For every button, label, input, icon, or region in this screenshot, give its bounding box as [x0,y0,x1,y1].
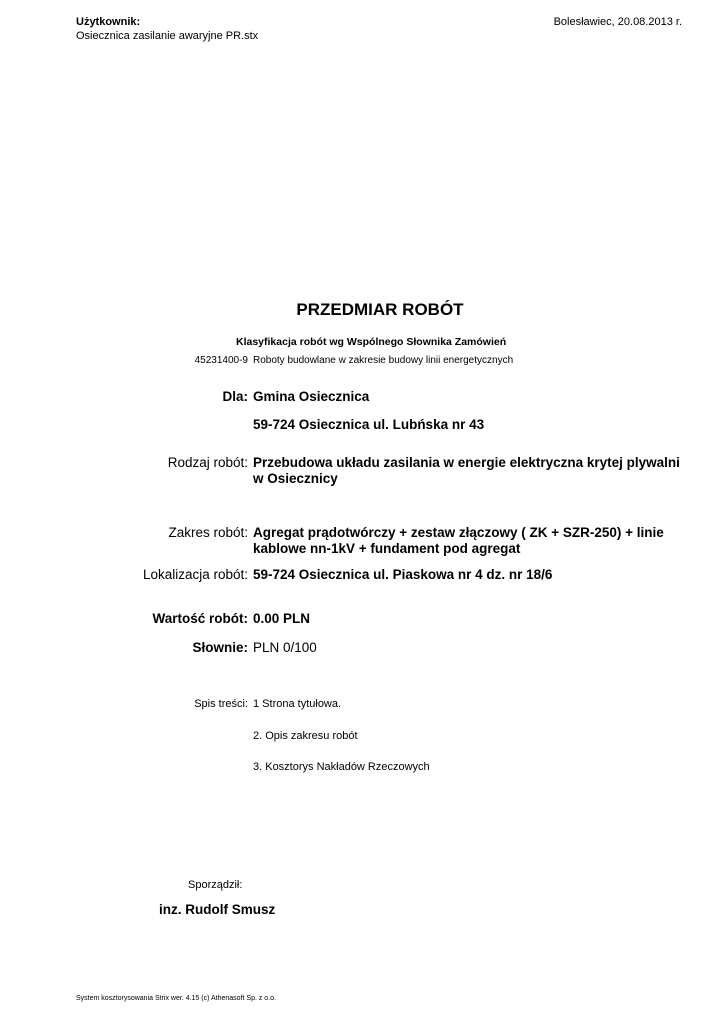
dictionaries-label: Słownie: [192,640,248,655]
toc-item: 3. Kosztorys Nakładów Rzeczowych [253,761,430,773]
work-scope-value: Agregat prądotwórczy + zestaw złączowy ( ZK + SZR-250) + linie kablowe nn-1kV + fundament pod agregat [253,525,664,556]
location-value: 59-724 Osiecznica ul. Piaskowa nr 4 dz. nr 18/6 [253,567,553,582]
toc-label: Spis treści: [194,698,248,710]
works-value: 0.00 PLN [253,611,311,626]
works-value-label: Wartość robót: [152,611,248,626]
prepared-by-name: inz. Rudolf Smusz [159,902,276,917]
location-label: Lokalizacja robót: [142,567,248,582]
for-label: Dla: [222,389,248,404]
work-type-label: Rodzaj robót: [167,455,248,470]
work-scope-label: Zakres robót: [168,525,248,540]
user-label: Użytkownik: [76,16,141,28]
toc-item: 1 Strona tytułowa. [253,698,342,710]
place-date: Bolesławiec, 20.08.2013 r. [553,16,682,28]
cpv-code: 45231400-9 [194,355,248,366]
cpv-heading: Klasyfikacja robót wg Wspólnego Słownika Zamówień [236,336,507,348]
footer-software-note: System kosztorysowania Strix wer. 4.15 (c) Athenasoft Sp. z o.o. [76,995,276,1002]
toc-item: 2. Opis zakresu robót [253,730,358,742]
work-type-value: Przebudowa układu zasilania w energie elektryczna krytej plywalni w Osiecznicy [253,455,680,486]
for-address: 59-724 Osiecznica ul. Lubńska nr 43 [253,417,485,432]
cpv-description: Roboty budowlane w zakresie budowy linii energetycznych [253,355,514,366]
document-title: PRZEDMIAR ROBÓT [296,300,464,319]
for-name: Gmina Osiecznica [253,389,370,404]
dictionaries-value: PLN 0/100 [253,640,317,655]
prepared-by-label: Sporządził: [188,879,243,891]
user-file-name: Osiecznica zasilanie awaryjne PR.stx [76,30,259,42]
